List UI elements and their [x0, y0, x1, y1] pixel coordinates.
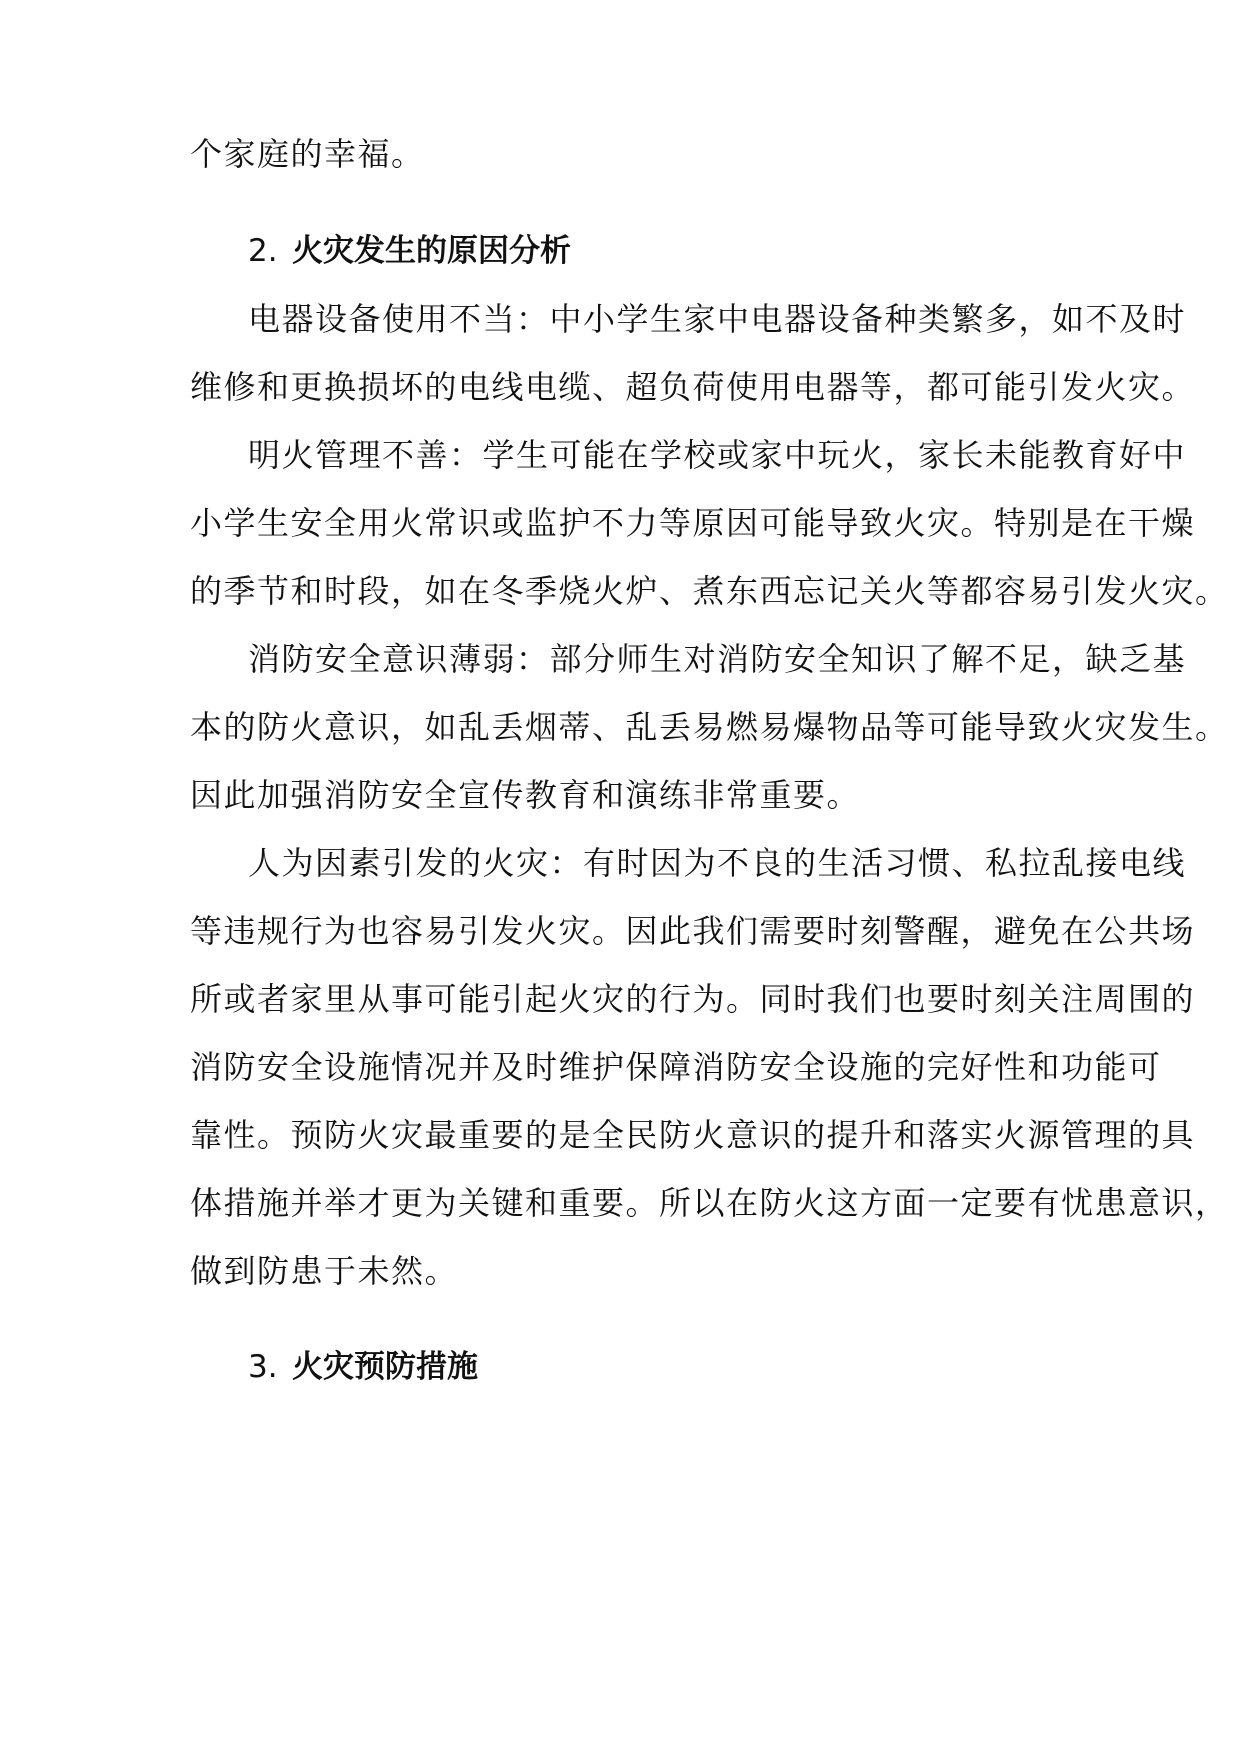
paragraph-line: 明火管理不善：学生可能在学校或家中玩火，家长未能教育好中: [248, 436, 1187, 474]
paragraph-line: 消防安全意识薄弱：部分师生对消防安全知识了解不足，缺乏基: [248, 640, 1187, 678]
body-text-line: 个家庭的幸福。: [190, 135, 425, 173]
paragraph-line: 所或者家里从事可能引起火灾的行为。同时我们也要时刻关注周围的: [190, 980, 1196, 1018]
section-number: 3.: [248, 1349, 278, 1385]
paragraph-line: 消防安全设施情况并及时维护保障消防安全设施的完好性和功能可: [190, 1048, 1162, 1086]
paragraph-line: 体措施并举才更为关键和重要。所以在防火这方面一定要有忧患意识，: [190, 1184, 1229, 1222]
paragraph-line: 本的防火意识，如乱丢烟蒂、乱丢易燃易爆物品等可能导致火灾发生。: [190, 708, 1229, 746]
paragraph-line: 人为因素引发的火灾：有时因为不良的生活习惯、私拉乱接电线: [248, 844, 1187, 882]
section-number: 2.: [248, 233, 278, 269]
paragraph-line: 等违规行为也容易引发火灾。因此我们需要时刻警醒，避免在公共场: [190, 912, 1196, 950]
paragraph-line: 小学生安全用火常识或监护不力等原因可能导致火灾。特别是在干燥: [190, 504, 1196, 542]
section-title: 火灾预防措施: [292, 1349, 478, 1385]
paragraph-line: 的季节和时段，如在冬季烧火炉、煮东西忘记关火等都容易引发火灾。: [190, 572, 1229, 610]
paragraph-line: 电器设备使用不当：中小学生家中电器设备种类繁多，如不及时: [248, 300, 1187, 338]
paragraph-line: 做到防患于未然。: [190, 1252, 459, 1290]
section-heading: [248, 231, 571, 271]
paragraph-line: 因此加强消防安全宣传教育和演练非常重要。: [190, 776, 861, 814]
paragraph-line: 靠性。预防火灾最重要的是全民防火意识的提升和落实火源管理的具: [190, 1116, 1196, 1154]
section-title: 火灾发生的原因分析: [292, 233, 571, 269]
paragraph-line: 维修和更换损坏的电线电缆、超负荷使用电器等，都可能引发火灾。: [190, 368, 1196, 406]
section-heading: [248, 1347, 478, 1387]
